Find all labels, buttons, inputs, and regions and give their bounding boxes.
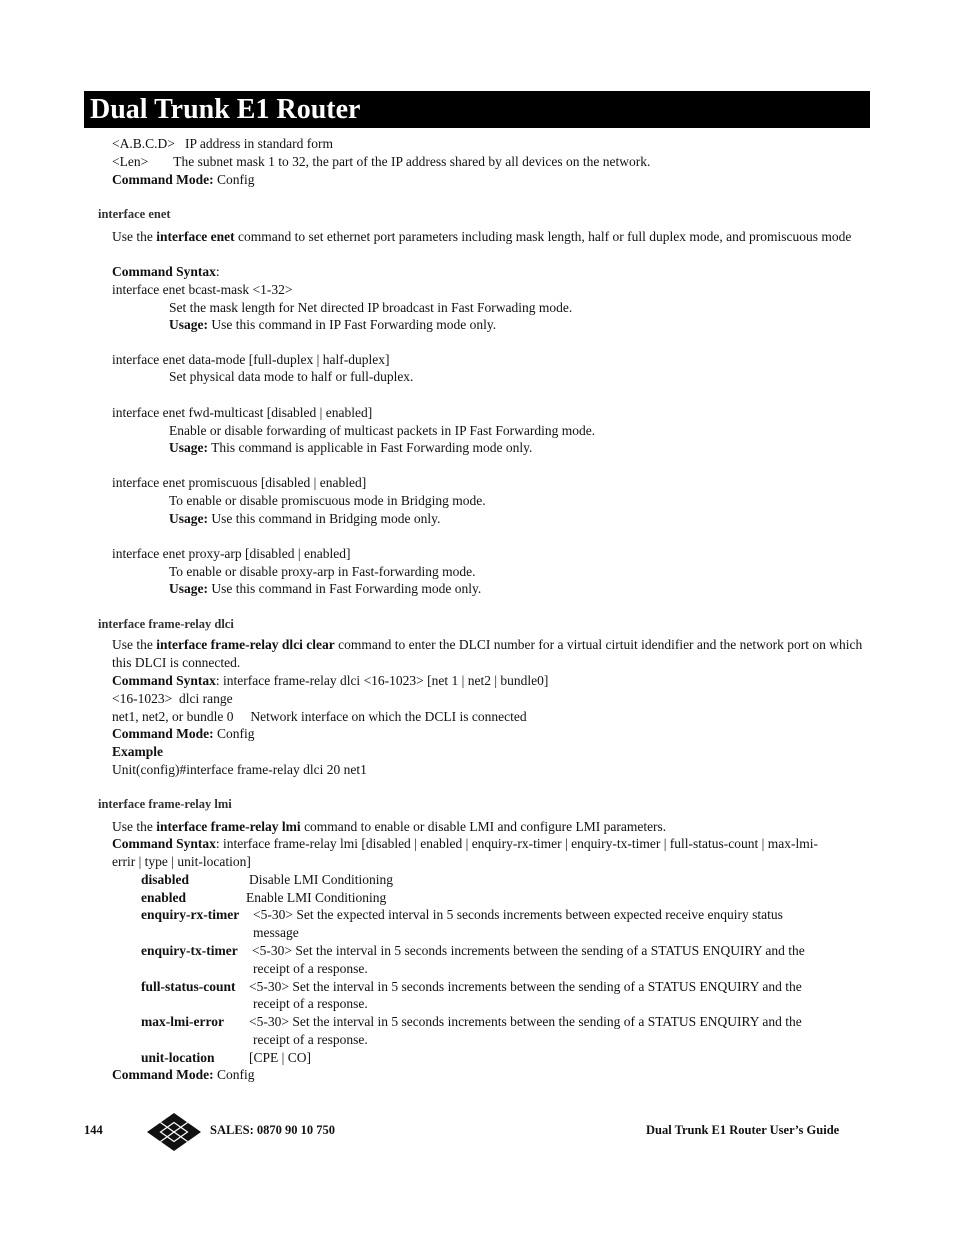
- dlci-syntax: [112, 672, 548, 690]
- enet-cmd-proxy-arp-usage: [169, 580, 481, 598]
- sales-phone: SALES: 0870 90 10 750: [210, 1123, 336, 1137]
- enet-intro: [112, 228, 868, 246]
- intro-text: Use the: [112, 229, 157, 244]
- abcd-term: <A.B.C.D>: [112, 136, 175, 151]
- enet-cmd-promiscuous: interface enet promiscuous [disabled | enabled]: [112, 475, 367, 490]
- param-term: disabled: [141, 872, 190, 887]
- param-desc: <5-30> Set the expected interval in 5 seconds increments between expected receive enquiry status: [253, 907, 783, 922]
- command-mode-line: [112, 171, 255, 189]
- page-number: 144: [84, 1123, 103, 1137]
- param-desc: <5-30> Set the interval in 5 seconds increments between the sending of a STATUS ENQUIRY and the: [249, 979, 802, 994]
- usage-text: This command is applicable in Fast Forwarding mode only.: [211, 440, 533, 455]
- black-box-logo-icon: [147, 1113, 201, 1151]
- guide-title: Dual Trunk E1 Router User’s Guide: [646, 1123, 840, 1137]
- intro-text: command to enable or disable LMI and configure LMI parameters.: [300, 819, 667, 834]
- dlci-range-definition: [112, 690, 233, 708]
- section-heading-dlci: interface frame-relay dlci: [98, 617, 234, 631]
- syntax-label: Command Syntax: [112, 264, 216, 279]
- lmi-param-max-lmi-error: [141, 1013, 802, 1031]
- lmi-param-full-status-count-cont: receipt of a response.: [253, 996, 368, 1011]
- syntax-label: Command Syntax: [112, 673, 216, 688]
- title-banner: [84, 91, 870, 128]
- lmi-syntax-cont: errir | type | unit-location]: [112, 854, 251, 869]
- dlci-net-definition: [112, 708, 527, 726]
- usage-label: Usage:: [169, 317, 208, 332]
- syntax-label: Command Syntax: [112, 836, 216, 851]
- lmi-param-enquiry-rx-timer: [141, 906, 783, 924]
- param-term: enquiry-rx-timer: [141, 907, 240, 922]
- enet-cmd-promiscuous-desc: To enable or disable promiscuous mode in Bridging mode.: [169, 493, 486, 508]
- syntax-value: : interface frame-relay dlci <16-1023> [net 1 | net2 | bundle0]: [215, 673, 549, 688]
- range-term: <16-1023>: [112, 691, 173, 706]
- intro-command: interface frame-relay lmi: [156, 819, 301, 834]
- lmi-param-enabled: [141, 889, 386, 907]
- lmi-param-enquiry-tx-timer-cont: receipt of a response.: [253, 961, 368, 976]
- section-heading-lmi: interface frame-relay lmi: [98, 797, 232, 811]
- param-term: enabled: [141, 890, 187, 905]
- net-term: net1, net2, or bundle 0: [112, 709, 234, 724]
- intro-text: command to set ethernet port parameters including mask length, half or full duplex mode, and promiscuous mode: [234, 229, 852, 244]
- usage-label: Usage:: [169, 440, 208, 455]
- enet-cmd-bcast-usage: [169, 316, 496, 334]
- net-desc: Network interface on which the DCLI is connected: [250, 709, 527, 724]
- lmi-command-mode: [112, 1066, 255, 1084]
- enet-cmd-proxy-arp-desc: To enable or disable proxy-arp in Fast-forwarding mode.: [169, 564, 476, 579]
- lmi-param-full-status-count: [141, 978, 802, 996]
- command-mode-value: Config: [217, 726, 255, 741]
- intro-command: interface enet: [156, 229, 235, 244]
- enet-cmd-fwd-multicast-desc: Enable or disable forwarding of multicast packets in IP Fast Forwarding mode.: [169, 423, 596, 438]
- abcd-definition: [112, 135, 333, 153]
- dlci-example-label: [112, 743, 163, 761]
- intro-text: Use the: [112, 637, 157, 652]
- param-term: max-lmi-error: [141, 1014, 224, 1029]
- intro-text: command to enter the DLCI number for a virtual cirtuit idendifier and the network port on which this DLCI is connected.: [112, 637, 863, 670]
- command-mode-value: Config: [217, 172, 255, 187]
- enet-cmd-fwd-multicast-usage: [169, 439, 532, 457]
- enet-cmd-bcast: interface enet bcast-mask <1-32>: [112, 282, 293, 297]
- lmi-param-unit-location: [141, 1049, 311, 1067]
- intro-command: interface frame-relay dlci clear: [156, 637, 335, 652]
- command-mode-value: Config: [217, 1067, 255, 1082]
- abcd-desc: IP address in standard form: [184, 136, 333, 151]
- range-desc: dlci range: [178, 691, 233, 706]
- usage-label: Usage:: [169, 511, 208, 526]
- enet-cmd-fwd-multicast: interface enet fwd-multicast [disabled | enabled]: [112, 405, 373, 420]
- len-term: <Len>: [112, 154, 149, 169]
- example-label: Example: [112, 744, 164, 759]
- lmi-syntax: [112, 835, 818, 853]
- usage-text: Use this command in Bridging mode only.: [211, 511, 441, 526]
- lmi-param-enquiry-rx-timer-cont: message: [253, 925, 299, 940]
- lmi-intro: [112, 818, 666, 836]
- section-heading-enet: interface enet: [98, 207, 171, 221]
- lmi-param-max-lmi-error-cont: receipt of a response.: [253, 1032, 368, 1047]
- usage-label: Usage:: [169, 581, 208, 596]
- command-mode-label: Command Mode:: [112, 172, 214, 187]
- dlci-intro: [112, 636, 868, 672]
- usage-text: Use this command in IP Fast Forwarding mode only.: [211, 317, 497, 332]
- param-desc: <5-30> Set the interval in 5 seconds increments between the sending of a STATUS ENQUIRY and the: [249, 1014, 802, 1029]
- enet-cmd-bcast-desc: Set the mask length for Net directed IP broadcast in Fast Forwading mode.: [169, 300, 573, 315]
- param-term: full-status-count: [141, 979, 236, 994]
- lmi-param-enquiry-tx-timer: [141, 942, 805, 960]
- enet-cmd-promiscuous-usage: [169, 510, 440, 528]
- syntax-value: : interface frame-relay lmi [disabled | enabled | enquiry-rx-timer | enquiry-tx-timer | full-status-count | max-lmi-: [215, 836, 818, 851]
- page-title: Dual Trunk E1 Router: [90, 94, 361, 125]
- dlci-command-mode: [112, 725, 255, 743]
- usage-text: Use this command in Fast Forwarding mode only.: [211, 581, 482, 596]
- param-term: unit-location: [141, 1050, 215, 1065]
- param-desc: Disable LMI Conditioning: [249, 872, 393, 887]
- param-desc: Enable LMI Conditioning: [246, 890, 387, 905]
- len-desc: The subnet mask 1 to 32, the part of the IP address shared by all devices on the network.: [173, 154, 651, 169]
- enet-cmd-data-mode: interface enet data-mode [full-duplex | half-duplex]: [112, 352, 390, 367]
- lmi-param-disabled: [141, 871, 393, 889]
- enet-cmd-data-mode-desc: Set physical data mode to half or full-duplex.: [169, 369, 414, 384]
- enet-cmd-proxy-arp: interface enet proxy-arp [disabled | enabled]: [112, 546, 351, 561]
- param-desc: <5-30> Set the interval in 5 seconds increments between the sending of a STATUS ENQUIRY and the: [252, 943, 805, 958]
- command-mode-label: Command Mode:: [112, 1067, 214, 1082]
- len-definition: [112, 153, 650, 171]
- intro-text: Use the: [112, 819, 157, 834]
- enet-syntax-label: Command Syntax:: [112, 264, 220, 279]
- param-desc: [CPE | CO]: [249, 1050, 311, 1065]
- dlci-example-value: Unit(config)#interface frame-relay dlci 20 net1: [112, 762, 367, 777]
- command-mode-label: Command Mode:: [112, 726, 214, 741]
- param-term: enquiry-tx-timer: [141, 943, 238, 958]
